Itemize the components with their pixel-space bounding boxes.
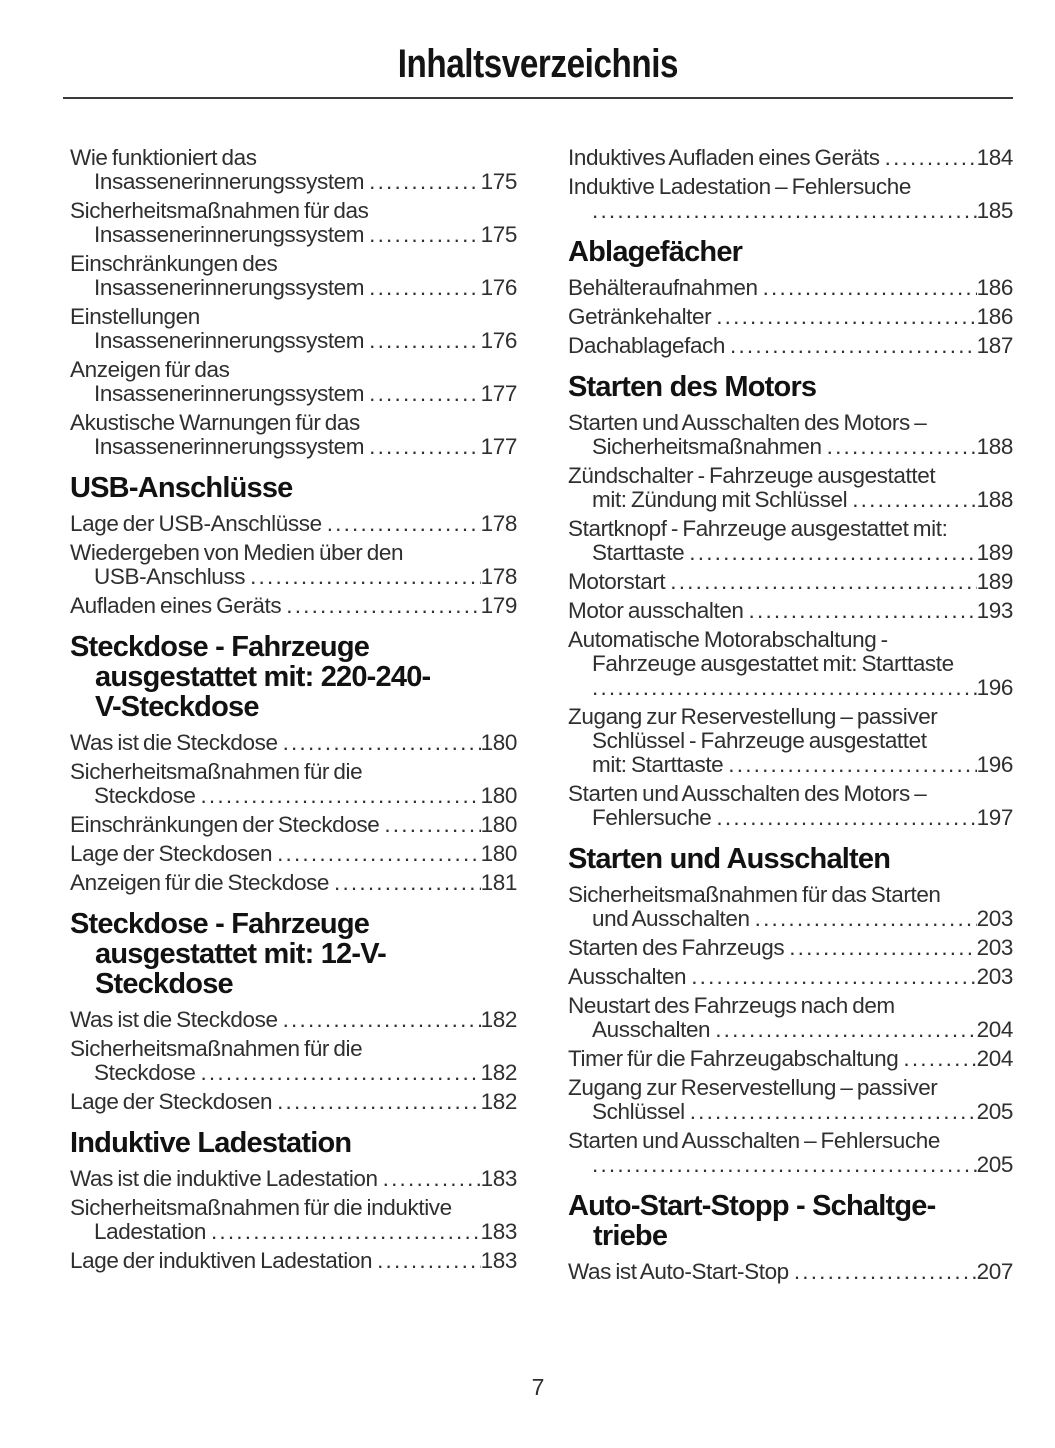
- page-ref: 176: [480, 275, 517, 300]
- dot-leader: [592, 199, 977, 223]
- section-heading: [568, 237, 1013, 267]
- dot-leader: [283, 1008, 481, 1032]
- toc-entry: [70, 1167, 517, 1191]
- toc-entry-text: Sicherheitsmaßnahmen für die: [70, 1036, 363, 1061]
- page-ref: 183: [480, 1219, 517, 1244]
- dot-leader: [377, 1249, 481, 1273]
- toc-column-right: [568, 146, 1013, 1289]
- page-ref: 204: [976, 1017, 1013, 1042]
- toc-entry: [568, 599, 1013, 623]
- toc-entry: [70, 871, 517, 895]
- toc-entry: [568, 705, 1013, 777]
- page-ref: 196: [976, 675, 1013, 700]
- toc-entry-text: Anzeigen für das: [70, 357, 230, 382]
- toc-entry-leader-line: [568, 570, 1013, 594]
- page-ref: 176: [480, 328, 517, 353]
- toc-entry: [70, 146, 517, 194]
- toc-entry-text: Zugang zur Reservestellung – passiver: [568, 704, 938, 729]
- page-ref: 189: [976, 569, 1013, 594]
- toc-entry-leader-line: [70, 813, 517, 837]
- toc-entry-leader-line: [568, 753, 1013, 777]
- page-ref: 181: [480, 870, 517, 895]
- section-heading-line: ausgestattet mit: 12-V-: [95, 938, 387, 970]
- page-ref: 197: [976, 805, 1013, 830]
- toc-entry-leader-line: [568, 146, 1013, 170]
- toc-entry-text: Sicherheitsmaßnahmen für die induktive: [70, 1195, 452, 1220]
- toc-entry: [568, 1047, 1013, 1071]
- dot-leader: [670, 570, 976, 594]
- toc-entry-leader-line: [70, 1061, 517, 1085]
- toc-entry-leader-line: [568, 488, 1013, 512]
- page-title: [63, 44, 1013, 84]
- toc-entry-leader-line: [568, 1260, 1013, 1284]
- dot-leader: [200, 1061, 480, 1085]
- dot-leader: [369, 382, 481, 406]
- toc-entry-text: Neustart des Fahrzeugs nach dem: [568, 993, 895, 1018]
- toc-entry-text: Lage der Steckdosen: [70, 841, 273, 866]
- toc-entry-leader-line: [568, 305, 1013, 329]
- toc-entry-leader-line: [568, 435, 1013, 459]
- toc-entry: [568, 782, 1013, 830]
- toc-entry-text: Zugang zur Reservestellung – passiver: [568, 1075, 938, 1100]
- toc-entry-leader-line: [70, 382, 517, 406]
- toc-entry-leader-line: [568, 936, 1013, 960]
- toc-entry: [568, 334, 1013, 358]
- toc-entry: [70, 842, 517, 866]
- toc-entry: [568, 965, 1013, 989]
- toc-entry-leader-line: [568, 1100, 1013, 1124]
- dot-leader: [690, 1100, 977, 1124]
- page-ref: 180: [480, 812, 517, 837]
- toc-entry-text: Ladestation: [94, 1219, 206, 1244]
- page-ref: 175: [480, 222, 517, 247]
- dot-leader: [384, 813, 480, 837]
- page-ref: 186: [976, 304, 1013, 329]
- toc-entry-text: USB-Anschluss: [94, 564, 246, 589]
- toc-entry: [70, 512, 517, 536]
- toc-entry-text: Wie funktioniert das: [70, 145, 257, 170]
- toc-entry: [70, 358, 517, 406]
- dot-leader: [689, 541, 976, 565]
- toc-entry-leader-line: [568, 1047, 1013, 1071]
- dot-leader: [592, 676, 977, 700]
- toc-entry-text: Motor ausschalten: [568, 598, 744, 623]
- toc-entry-leader-line: [70, 565, 517, 589]
- toc-entry-text: Behälteraufnahmen: [568, 275, 758, 300]
- toc: [63, 146, 1013, 1289]
- toc-entry-leader-line: [70, 1220, 517, 1244]
- toc-entry-leader-line: [568, 806, 1013, 830]
- toc-entry-leader-line: [70, 512, 517, 536]
- dot-leader: [369, 170, 481, 194]
- page-ref: 178: [480, 511, 517, 536]
- page-ref: 179: [480, 593, 517, 618]
- toc-entry-text: Induktives Aufladen eines Geräts: [568, 145, 880, 170]
- toc-entry-text: Starten und Ausschalten – Fehlersuche: [568, 1128, 940, 1153]
- page-ref: 203: [976, 964, 1013, 989]
- toc-entry: [568, 1129, 1013, 1177]
- page-ref: 207: [976, 1259, 1013, 1284]
- toc-entry-text: Ausschalten: [568, 964, 687, 989]
- toc-entry-text: Was ist die Steckdose: [70, 730, 278, 755]
- toc-column-left: [70, 146, 517, 1289]
- page-ref: 180: [480, 783, 517, 808]
- toc-entry-text: Insassenerinnerungssystem: [94, 275, 365, 300]
- dot-leader: [715, 1018, 976, 1042]
- section-heading-line: Auto-Start-Stopp - Schaltge-: [568, 1190, 936, 1222]
- dot-leader: [794, 1260, 977, 1284]
- toc-entry-leader-line: [70, 1090, 517, 1114]
- toc-entry-text: Fehlersuche: [592, 805, 712, 830]
- section-heading-line: ausgestattet mit: 220-240-: [95, 661, 431, 693]
- toc-entry: [70, 305, 517, 353]
- toc-entry-text: Fahrzeuge ausgestattet mit: Starttaste: [592, 651, 954, 676]
- toc-entry-text: Ausschalten: [592, 1017, 711, 1042]
- toc-entry-text: Motorstart: [568, 569, 666, 594]
- dot-leader: [327, 512, 481, 536]
- toc-entry-text: Starten und Ausschalten des Motors –: [568, 410, 927, 435]
- page-ref: 185: [976, 198, 1013, 223]
- dot-leader: [728, 753, 976, 777]
- dot-leader: [592, 1153, 977, 1177]
- toc-entry-text: Anzeigen für die Steckdose: [70, 870, 330, 895]
- toc-entry: [568, 517, 1013, 565]
- toc-entry: [568, 1076, 1013, 1124]
- title-divider: [63, 97, 1013, 99]
- toc-entry: [70, 731, 517, 755]
- page-title-text: Inhaltsverzeichnis: [397, 42, 679, 86]
- section-heading-line: Induktive Ladestation: [70, 1127, 352, 1159]
- toc-entry: [568, 994, 1013, 1042]
- page-ref: 205: [976, 1099, 1013, 1124]
- toc-entry-text: Sicherheitsmaßnahmen für das Starten: [568, 882, 941, 907]
- page-ref: 183: [480, 1166, 517, 1191]
- toc-entry-text: Akustische Warnungen für das: [70, 410, 360, 435]
- page-ref: 189: [976, 540, 1013, 565]
- toc-entry-text: Insassenerinnerungssystem: [94, 222, 365, 247]
- toc-entry: [70, 1037, 517, 1085]
- dot-leader: [286, 594, 480, 618]
- page-ref: 177: [480, 434, 517, 459]
- toc-entry: [70, 760, 517, 808]
- toc-entry-text: Lage der USB-Anschlüsse: [70, 511, 322, 536]
- toc-entry-leader-line: [70, 435, 517, 459]
- page-ref: 188: [976, 434, 1013, 459]
- toc-entry-text: Insassenerinnerungssystem: [94, 381, 365, 406]
- toc-entry: [70, 1196, 517, 1244]
- section-heading: [70, 473, 517, 503]
- toc-entry-leader-line: [568, 199, 1013, 223]
- toc-entry-text: Was ist die induktive Ladestation: [70, 1166, 378, 1191]
- dot-leader: [250, 565, 481, 589]
- page-ref: 178: [480, 564, 517, 589]
- toc-entry: [568, 411, 1013, 459]
- toc-entry-text: Starttaste: [592, 540, 685, 565]
- toc-entry-text: und Ausschalten: [592, 906, 750, 931]
- toc-entry-text: Wiedergeben von Medien über den: [70, 540, 404, 565]
- dot-leader: [369, 435, 481, 459]
- toc-entry-text: Was ist die Steckdose: [70, 1007, 278, 1032]
- section-heading-line: triebe: [593, 1220, 668, 1252]
- toc-entry-leader-line: [70, 223, 517, 247]
- toc-entry: [568, 570, 1013, 594]
- dot-leader: [277, 842, 481, 866]
- toc-entry-leader-line: [568, 334, 1013, 358]
- dot-leader: [749, 599, 977, 623]
- dot-leader: [200, 784, 480, 808]
- section-heading: [70, 632, 517, 722]
- page-ref: 177: [480, 381, 517, 406]
- toc-entry-leader-line: [70, 170, 517, 194]
- toc-entry-text: Insassenerinnerungssystem: [94, 169, 365, 194]
- toc-entry-text: Sicherheitsmaßnahmen für das: [70, 198, 369, 223]
- toc-entry-text: Induktive Ladestation – Fehlersuche: [568, 174, 911, 199]
- page-number: 7: [531, 1374, 545, 1400]
- toc-entry-text: Was ist Auto-Start-Stop: [568, 1259, 789, 1284]
- toc-entry-text: Schlüssel - Fahrzeuge ausgestattet: [592, 728, 927, 753]
- section-heading-line: Starten und Ausschalten: [568, 843, 891, 875]
- toc-entry-leader-line: [568, 907, 1013, 931]
- page-ref: 196: [976, 752, 1013, 777]
- section-heading: [568, 1191, 1013, 1251]
- toc-entry-leader-line: [568, 965, 1013, 989]
- dot-leader: [691, 965, 976, 989]
- section-heading: [70, 909, 517, 999]
- toc-entry-leader-line: [568, 541, 1013, 565]
- section-heading: [568, 372, 1013, 402]
- page-ref: 203: [976, 906, 1013, 931]
- dot-leader: [283, 731, 481, 755]
- toc-entry: [70, 252, 517, 300]
- toc-entry-leader-line: [70, 1008, 517, 1032]
- dot-leader: [885, 146, 977, 170]
- page-ref: 175: [480, 169, 517, 194]
- toc-entry-leader-line: [70, 731, 517, 755]
- toc-entry-leader-line: [568, 599, 1013, 623]
- page-ref: 180: [480, 730, 517, 755]
- toc-entry-text: Einschränkungen des: [70, 251, 278, 276]
- dot-leader: [383, 1167, 481, 1191]
- section-heading-line: V-Steckdose: [95, 691, 259, 723]
- page-ref: 203: [976, 935, 1013, 960]
- toc-entry: [568, 628, 1013, 700]
- section-heading: [568, 844, 1013, 874]
- section-heading-line: Steckdose - Fahrzeuge: [70, 631, 370, 663]
- toc-entry: [568, 175, 1013, 223]
- section-heading-line: USB-Anschlüsse: [70, 472, 293, 504]
- toc-entry-text: Lage der Steckdosen: [70, 1089, 273, 1114]
- dot-leader: [334, 871, 481, 895]
- toc-entry-text: Aufladen eines Geräts: [70, 593, 282, 618]
- toc-entry: [568, 276, 1013, 300]
- section-heading-line: Ablagefächer: [568, 236, 743, 268]
- toc-entry-text: mit: Zündung mit Schlüssel: [592, 487, 848, 512]
- dot-leader: [369, 223, 481, 247]
- toc-entry-leader-line: [70, 276, 517, 300]
- toc-entry-text: Lage der induktiven Ladestation: [70, 1248, 373, 1273]
- toc-entry-text: Insassenerinnerungssystem: [94, 434, 365, 459]
- toc-entry-text: Sicherheitsmaßnahmen für die: [70, 759, 363, 784]
- toc-entry-text: Schlüssel: [592, 1099, 685, 1124]
- dot-leader: [716, 806, 976, 830]
- toc-entry-text: Zündschalter - Fahrzeuge ausgestattet: [568, 463, 936, 488]
- section-heading: [70, 1128, 517, 1158]
- toc-entry: [568, 936, 1013, 960]
- dot-leader: [211, 1220, 481, 1244]
- toc-entry-text: Timer für die Fahrzeugabschaltung: [568, 1046, 899, 1071]
- page-ref: 184: [976, 145, 1013, 170]
- page-ref: 188: [976, 487, 1013, 512]
- page-ref: 186: [976, 275, 1013, 300]
- page-ref: 182: [480, 1060, 517, 1085]
- toc-entry: [568, 883, 1013, 931]
- toc-entry: [70, 1249, 517, 1273]
- toc-entry-text: mit: Starttaste: [592, 752, 724, 777]
- toc-entry-leader-line: [70, 784, 517, 808]
- page-ref: 183: [480, 1248, 517, 1273]
- toc-entry-text: Starten und Ausschalten des Motors –: [568, 781, 927, 806]
- page-ref: 205: [976, 1152, 1013, 1177]
- toc-entry-leader-line: [70, 329, 517, 353]
- section-heading-line: Starten des Motors: [568, 371, 817, 403]
- dot-leader: [369, 329, 481, 353]
- dot-leader: [903, 1047, 976, 1071]
- toc-entry-text: Getränkehalter: [568, 304, 712, 329]
- toc-entry: [70, 1090, 517, 1114]
- toc-entry: [70, 411, 517, 459]
- dot-leader: [852, 488, 976, 512]
- dot-leader: [755, 907, 977, 931]
- toc-entry: [70, 813, 517, 837]
- page-ref: 193: [976, 598, 1013, 623]
- toc-entry: [70, 199, 517, 247]
- toc-entry-leader-line: [568, 1153, 1013, 1177]
- section-heading-line: Steckdose: [95, 968, 233, 1000]
- page-ref: 187: [976, 333, 1013, 358]
- toc-entry-text: Einschränkungen der Steckdose: [70, 812, 380, 837]
- toc-entry-leader-line: [70, 594, 517, 618]
- toc-entry-leader-line: [70, 1167, 517, 1191]
- toc-entry-leader-line: [70, 842, 517, 866]
- dot-leader: [763, 276, 977, 300]
- toc-entry-leader-line: [568, 1018, 1013, 1042]
- section-heading-line: Steckdose - Fahrzeuge: [70, 908, 370, 940]
- toc-entry-text: Startknopf - Fahrzeuge ausgestattet mit:: [568, 516, 948, 541]
- toc-entry-leader-line: [568, 276, 1013, 300]
- toc-entry-text: Starten des Fahrzeugs: [568, 935, 785, 960]
- manual-page: [63, 0, 1013, 1289]
- toc-entry-text: Steckdose: [94, 783, 196, 808]
- page-ref: 182: [480, 1007, 517, 1032]
- toc-entry-text: Steckdose: [94, 1060, 196, 1085]
- dot-leader: [827, 435, 977, 459]
- dot-leader: [277, 1090, 481, 1114]
- toc-entry: [568, 464, 1013, 512]
- toc-entry: [70, 1008, 517, 1032]
- toc-entry: [70, 541, 517, 589]
- toc-entry-leader-line: [70, 1249, 517, 1273]
- dot-leader: [369, 276, 481, 300]
- toc-entry: [70, 594, 517, 618]
- toc-entry-text: Automatische Motorabschaltung -: [568, 627, 888, 652]
- toc-entry: [568, 146, 1013, 170]
- toc-entry-leader-line: [70, 871, 517, 895]
- page-ref: 204: [976, 1046, 1013, 1071]
- dot-leader: [789, 936, 976, 960]
- toc-entry-text: Einstellungen: [70, 304, 200, 329]
- dot-leader: [716, 305, 976, 329]
- toc-entry-text: Insassenerinnerungssystem: [94, 328, 365, 353]
- toc-entry: [568, 305, 1013, 329]
- toc-entry-leader-line: [568, 676, 1013, 700]
- dot-leader: [730, 334, 977, 358]
- toc-entry-text: Dachablagefach: [568, 333, 726, 358]
- toc-entry: [568, 1260, 1013, 1284]
- toc-entry-text: Sicherheitsmaßnahmen: [592, 434, 822, 459]
- page-ref: 180: [480, 841, 517, 866]
- page-ref: 182: [480, 1089, 517, 1114]
